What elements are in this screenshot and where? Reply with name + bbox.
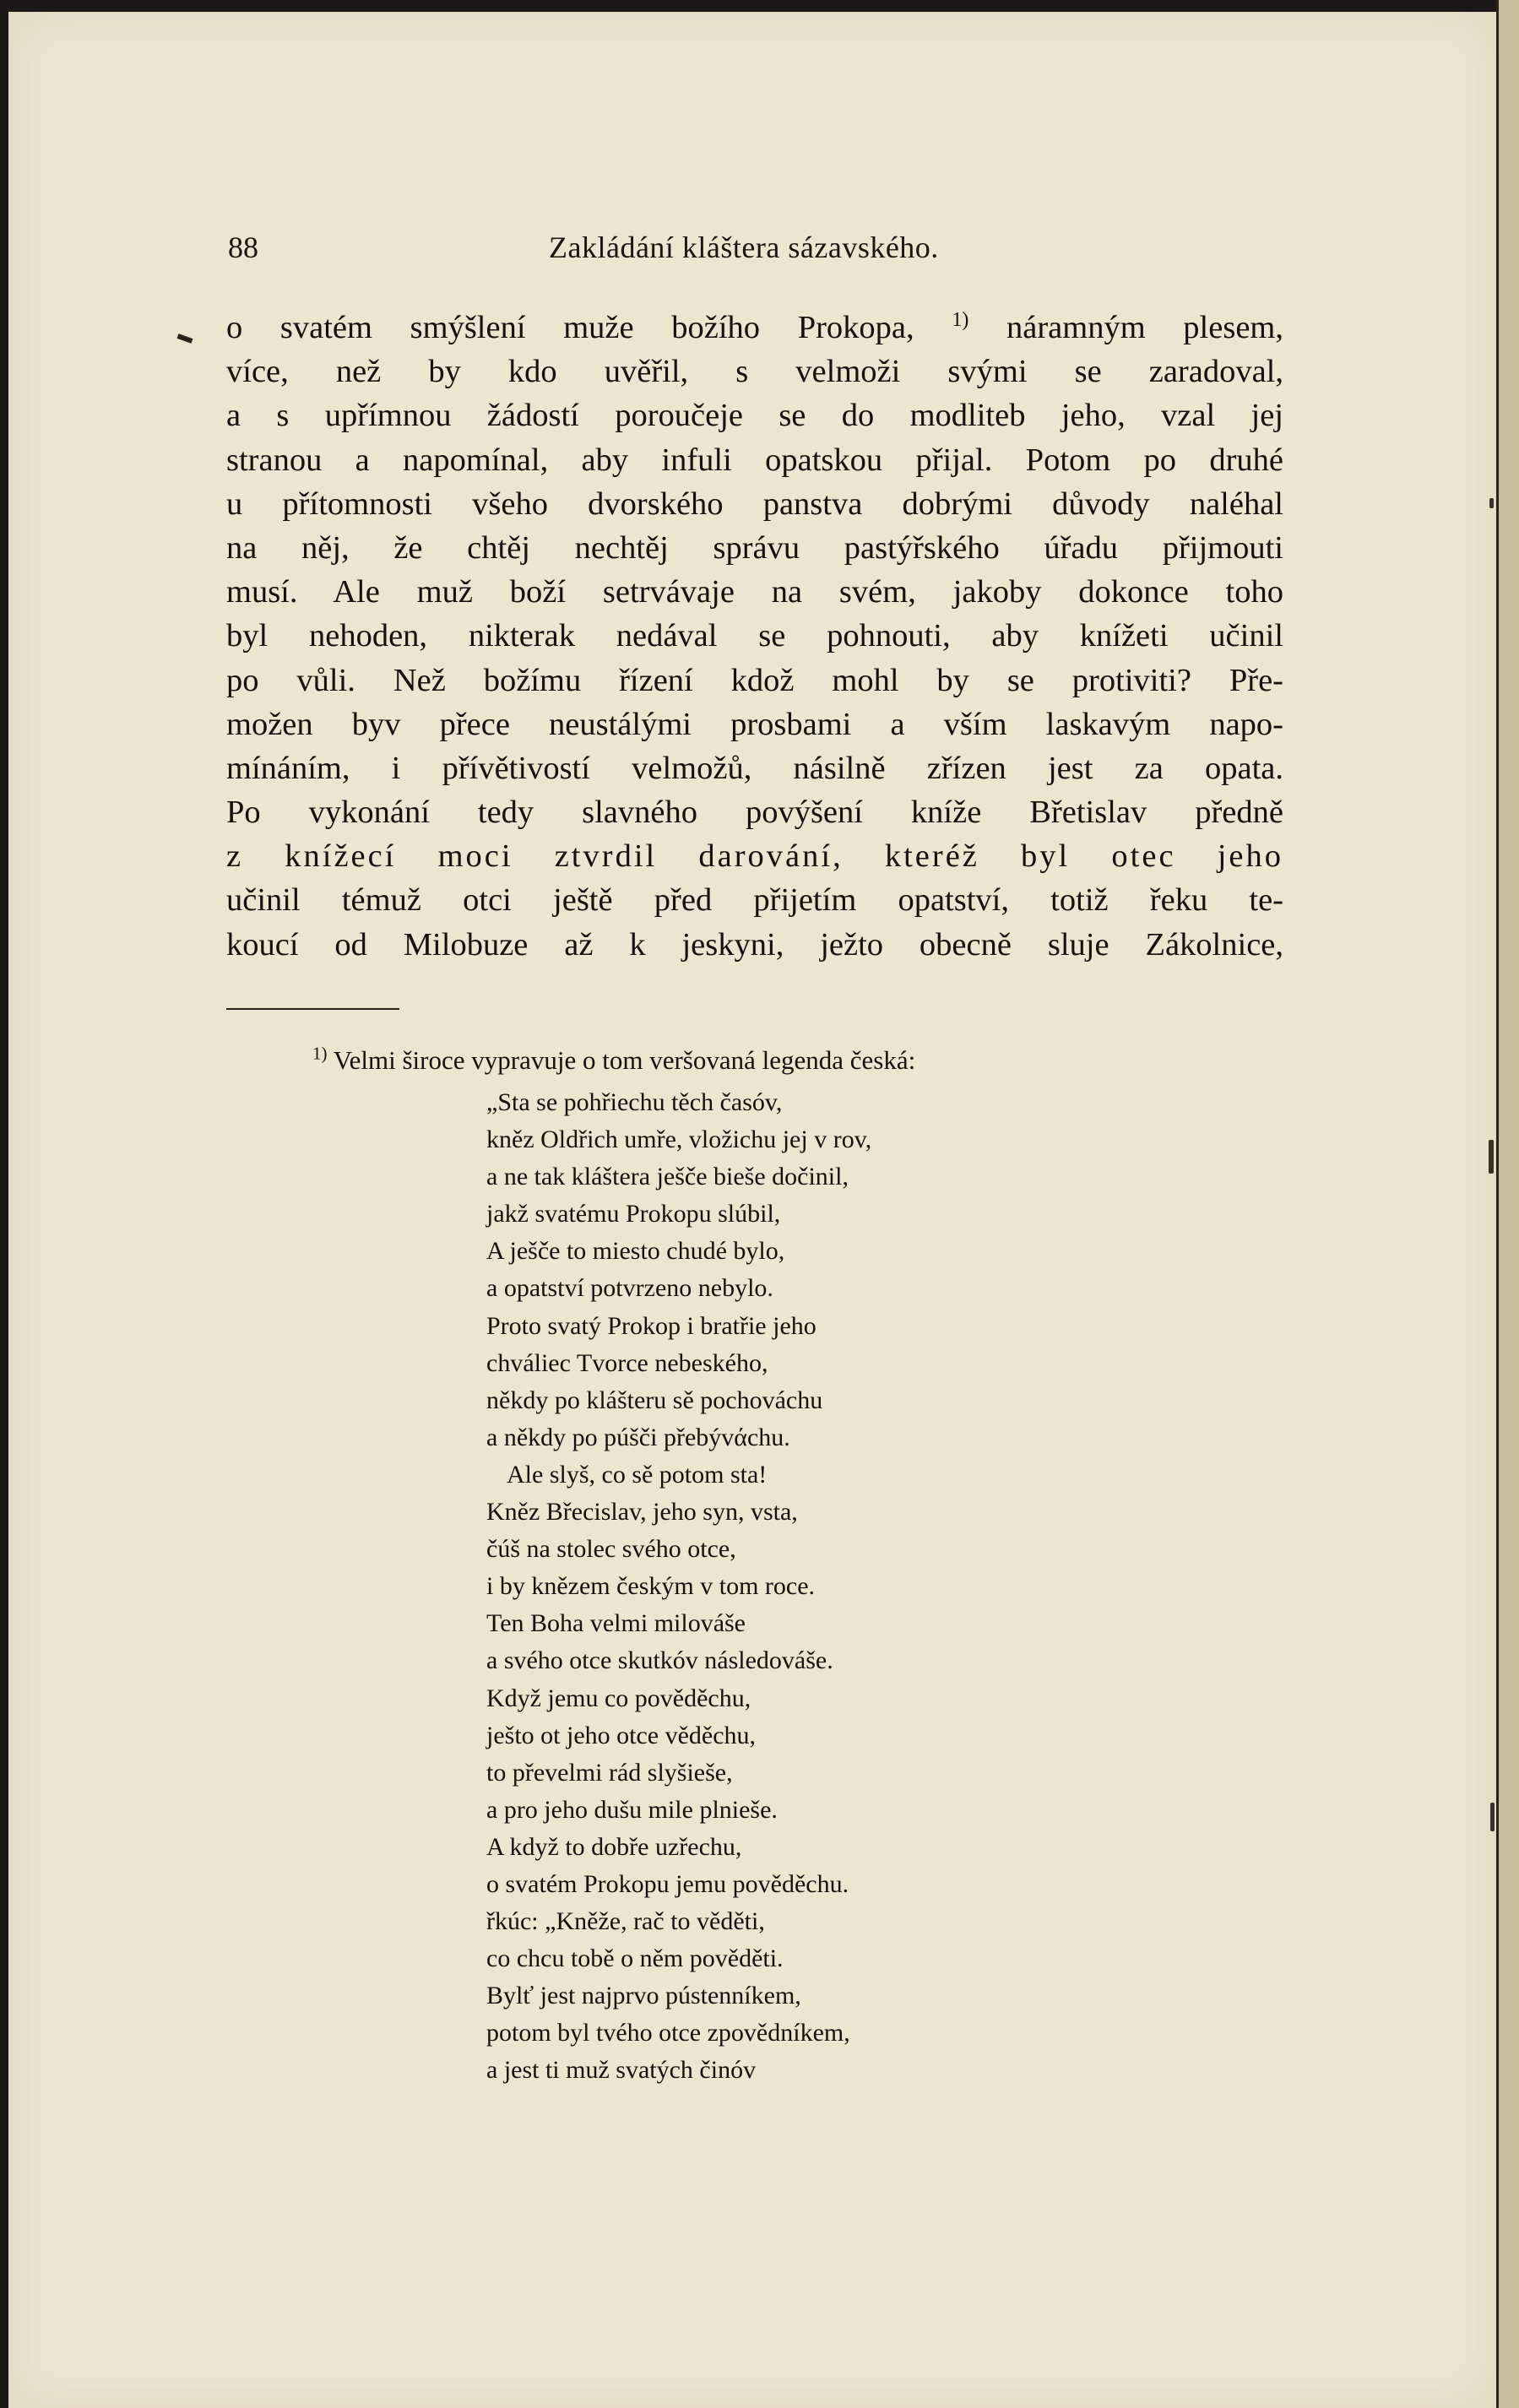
running-header: [220, 230, 1283, 272]
body-line: o svatém smýšlení muže božího Prokopa, $^{1)}$ náramným plesem,: [226, 309, 1283, 345]
verse-line: i by knězem českým v tom roce.: [486, 1572, 816, 1601]
body-line: učinil témuž otci ještě před přijetím opatství, totiž řeku te-: [226, 882, 1283, 919]
verse-line: potom byl tvého otce zpovědníkem,: [486, 2019, 850, 2047]
footnote-mark: 1): [312, 1043, 328, 1064]
margin-speck: [1489, 1140, 1494, 1174]
margin-speck: [1489, 498, 1494, 508]
verse-line: Kněz Břecislav, jeho syn, vsta,: [486, 1498, 798, 1527]
verse-line: Proto svatý Prokop i bratřie jeho: [486, 1311, 816, 1340]
verse-line: chváliec Tvorce nebeského,: [486, 1348, 768, 1377]
verse-line: kněz Oldřich umře, vložichu jej v rov,: [486, 1125, 872, 1154]
verse-line: co chcu tobě o něm pověděti.: [486, 1944, 784, 1973]
margin-speck: [1490, 1803, 1495, 1831]
verse-line: někdy po klášteru sě pochováchu: [486, 1386, 823, 1414]
footnote-reference: 1): [952, 309, 969, 332]
running-title: Zakládání kláštera sázavského.: [549, 230, 939, 264]
body-line: více, než by kdo uvěřil, s velmoži svými se zaradoval,: [226, 354, 1283, 390]
body-line: možen byv přece neustálými prosbami a vším laskavým napo-: [226, 706, 1283, 742]
verse-line: A když to dobře uzřechu,: [486, 1832, 742, 1861]
verse-line: a ne tak kláštera ješče bieše dočinil,: [486, 1163, 849, 1191]
verse-line: Když jemu co pověděchu,: [486, 1684, 751, 1712]
verse-line: A ješče to miesto chudé bylo,: [486, 1237, 785, 1266]
verse-line: čúš na stolec svého otce,: [486, 1535, 736, 1564]
verse-line: a jest ti muž svatých činóv: [486, 2056, 757, 2085]
verse-line: o svatém Prokopu jemu pověděchu.: [486, 1869, 849, 1898]
body-line: musí. Ale muž boží setrvávaje na svém, jakoby dokonce toho: [226, 574, 1283, 610]
body-text: [226, 306, 1283, 967]
footnote-rule: [226, 1008, 399, 1010]
verse-quote: [486, 1084, 1094, 2090]
body-line: po vůli. Než božímu řízení kdož mohl by se protiviti? Pře-: [226, 662, 1283, 698]
verse-line: Bylť jest najprvo pústenníkem,: [486, 1982, 801, 2010]
body-line: mínáním, i přívětivostí velmožů, násilně zřízen jest za opata.: [226, 750, 1283, 786]
verse-line: řkúc: „Kněže, rač to věděti,: [486, 1907, 765, 1936]
body-line: koucí od Milobuze až k jeskyni, ježto obecně sluje Zákolnice,: [226, 926, 1283, 963]
verse-line: Ale slyš, co sě potom sta!: [507, 1460, 768, 1489]
body-line: u přítomnosti všeho dvorského panstva dobrými důvody naléhal: [226, 485, 1283, 522]
body-line: stranou a napomínal, aby infuli opatskou přijal. Potom po druhé: [226, 442, 1283, 478]
verse-line: a opatství potvrzeno nebylo.: [486, 1274, 773, 1303]
verse-line: jakž svatému Prokopu slúbil,: [486, 1200, 781, 1228]
body-line: Po vykonání tedy slavného povýšení kníže Břetislav předně: [226, 795, 1283, 831]
verse-line: ješto ot jeho otce věděchu,: [486, 1721, 757, 1749]
body-line: a s upřímnou žádostí poroučeje se do modliteb jeho, vzal jej: [226, 398, 1283, 434]
verse-line: a svého otce skutkóv následováše.: [486, 1646, 833, 1675]
verse-line: a pro jeho dušu mile plnieše.: [486, 1795, 778, 1824]
footnote: [312, 1043, 1140, 2085]
verse-line: to převelmi rád slyšieše,: [486, 1758, 733, 1787]
verse-line: „Sta se pohřiechu těch časóv,: [486, 1088, 783, 1116]
body-line: na něj, že chtěj nechtěj správu pastýřského úřadu přijmouti: [226, 529, 1283, 566]
body-line-spaced: z knížecí moci ztvrdil darování, kteréž byl otec jeho: [226, 838, 1283, 875]
body-line: byl nehoden, nikterak nedával se pohnouti, aby knížeti učinil: [226, 618, 1283, 654]
verse-line: a někdy po púšči přebývάchu.: [486, 1423, 790, 1451]
verse-line: Ten Boha velmi milováše: [486, 1609, 746, 1638]
page-edge-strip: [1496, 0, 1519, 2408]
page-number: 88: [228, 230, 258, 264]
footnote-intro: $^{1)}$ Velmi široce vypravuje o tom veršovaná legenda česká:: [312, 1043, 916, 1075]
